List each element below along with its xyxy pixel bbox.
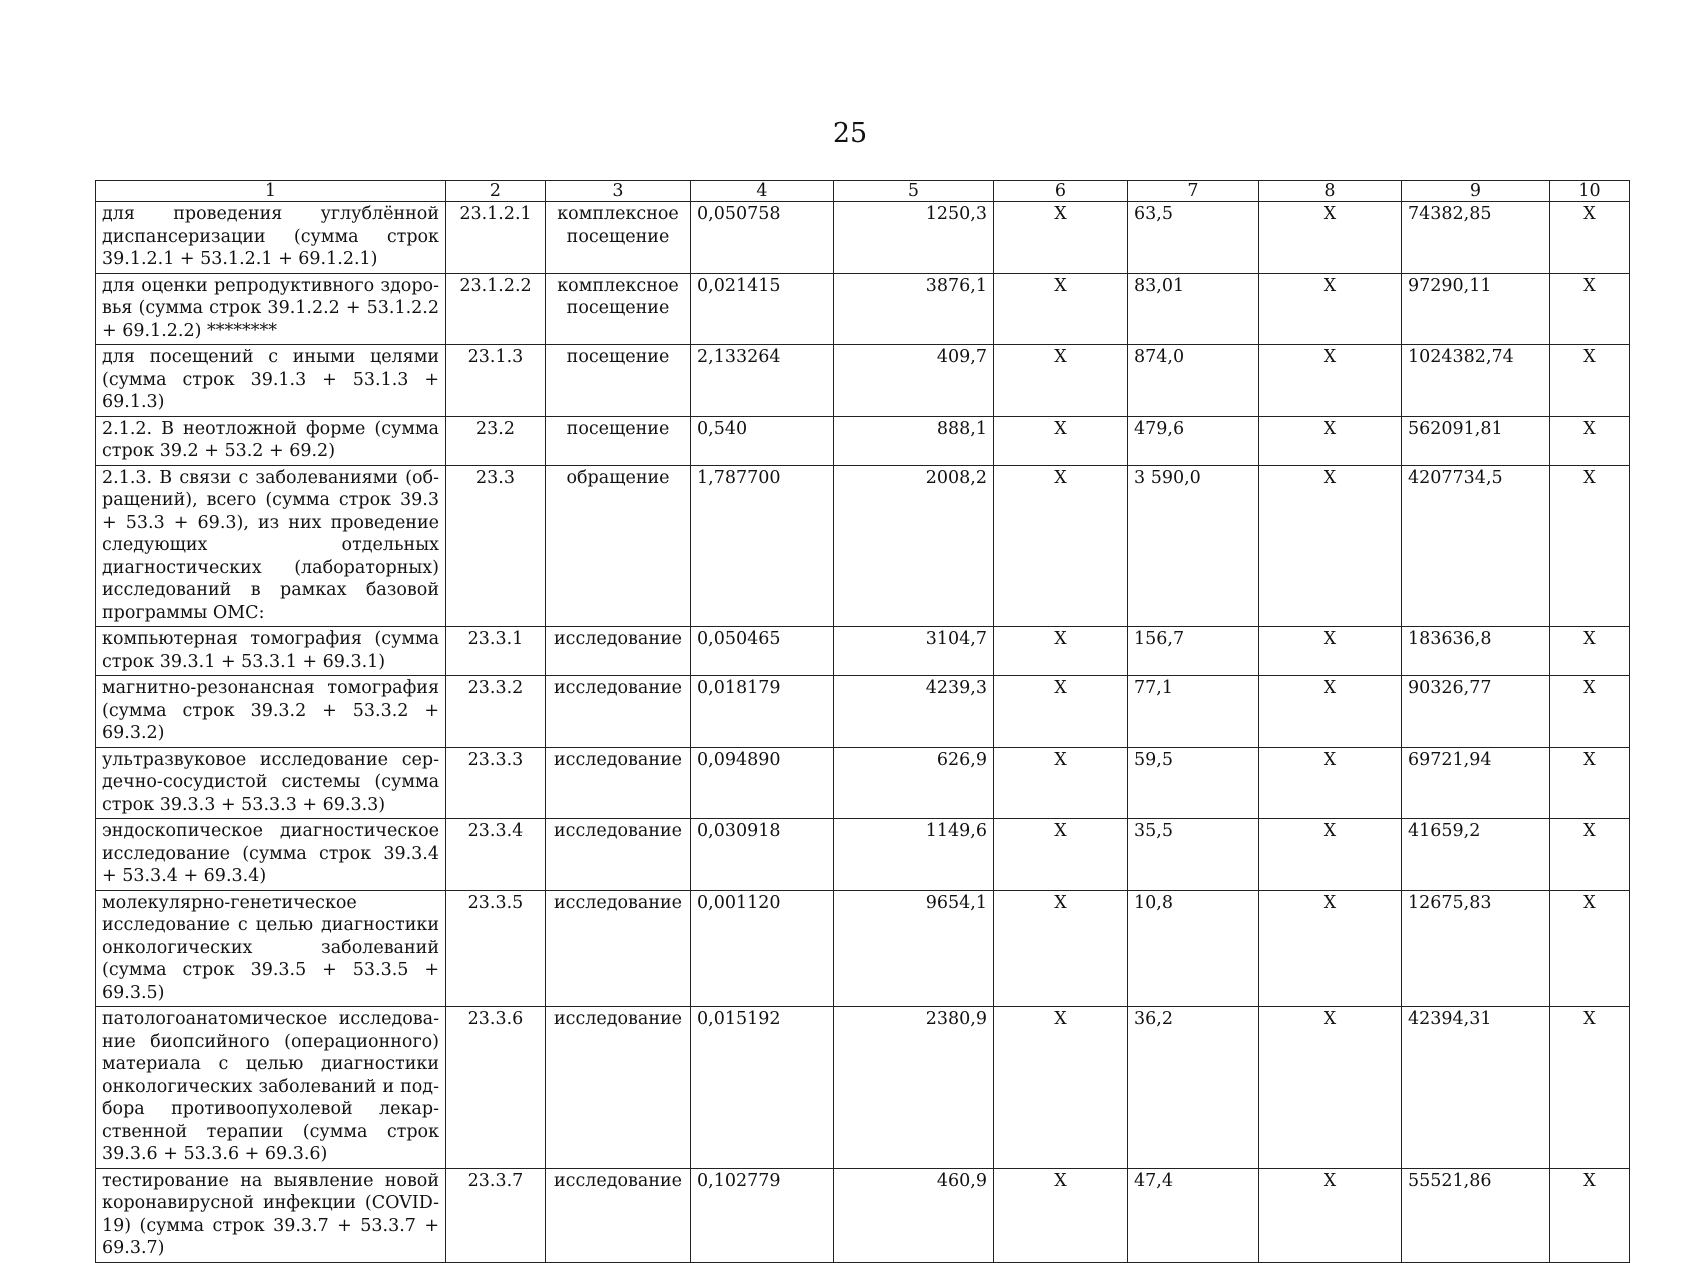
row-col-5: 4239,3 bbox=[834, 676, 994, 748]
row-col-8: X bbox=[1259, 1168, 1402, 1262]
row-col-9: 42394,31 bbox=[1402, 1007, 1550, 1169]
row-col-4: 1,787700 bbox=[691, 465, 834, 627]
row-code: 23.3.5 bbox=[446, 890, 546, 1007]
table-row bbox=[96, 890, 1630, 1007]
row-col-10: X bbox=[1550, 465, 1630, 627]
row-col-5: 409,7 bbox=[834, 345, 994, 417]
row-col-4: 0,050758 bbox=[691, 202, 834, 274]
row-col-9: 12675,83 bbox=[1402, 890, 1550, 1007]
column-header-7: 7 bbox=[1128, 181, 1259, 202]
row-col-8: X bbox=[1259, 202, 1402, 274]
row-unit: исследование bbox=[546, 1168, 691, 1262]
row-col-9: 4207734,5 bbox=[1402, 465, 1550, 627]
row-col-6: X bbox=[994, 1007, 1128, 1169]
row-col-8: X bbox=[1259, 890, 1402, 1007]
row-col-10: X bbox=[1550, 676, 1630, 748]
row-col-10: X bbox=[1550, 1007, 1630, 1169]
table-row bbox=[96, 676, 1630, 748]
row-col-10: X bbox=[1550, 819, 1630, 891]
row-col-6: X bbox=[994, 465, 1128, 627]
row-col-6: X bbox=[994, 273, 1128, 345]
column-header-2: 2 bbox=[446, 181, 546, 202]
row-col-7: 35,5 bbox=[1128, 819, 1259, 891]
row-code: 23.1.3 bbox=[446, 345, 546, 417]
row-col-4: 0,094890 bbox=[691, 747, 834, 819]
row-description: для оценки репродуктивного здоровья (сумма строк 39.1.2.2 + 53.1.2.2 + 69.1.2.2) ******** bbox=[96, 273, 446, 345]
row-col-4: 2,133264 bbox=[691, 345, 834, 417]
row-col-6: X bbox=[994, 202, 1128, 274]
row-code: 23.3.3 bbox=[446, 747, 546, 819]
row-description: магнитно-резонансная томография (сумма строк 39.3.2 + 53.3.2 + 69.3.2) bbox=[96, 676, 446, 748]
row-code: 23.2 bbox=[446, 416, 546, 465]
row-code: 23.3.6 bbox=[446, 1007, 546, 1169]
row-col-7: 874,0 bbox=[1128, 345, 1259, 417]
row-col-6: X bbox=[994, 627, 1128, 676]
row-col-9: 1024382,74 bbox=[1402, 345, 1550, 417]
row-col-8: X bbox=[1259, 676, 1402, 748]
row-col-5: 3104,7 bbox=[834, 627, 994, 676]
data-table bbox=[95, 180, 1630, 1263]
row-col-6: X bbox=[994, 819, 1128, 891]
table-row bbox=[96, 747, 1630, 819]
row-col-9: 562091,81 bbox=[1402, 416, 1550, 465]
row-col-5: 626,9 bbox=[834, 747, 994, 819]
column-header-3: 3 bbox=[546, 181, 691, 202]
row-unit: исследование bbox=[546, 676, 691, 748]
row-description: тестирование на выявление новой коронавирусной инфекции (COVID-19) (сумма строк 39.3.7 + 53.3.7 + 69.3.7) bbox=[96, 1168, 446, 1262]
row-col-10: X bbox=[1550, 1168, 1630, 1262]
row-col-4: 0,540 bbox=[691, 416, 834, 465]
row-unit: обращение bbox=[546, 465, 691, 627]
row-code: 23.3.2 bbox=[446, 676, 546, 748]
row-col-4: 0,021415 bbox=[691, 273, 834, 345]
row-col-5: 9654,1 bbox=[834, 890, 994, 1007]
row-col-5: 1149,6 bbox=[834, 819, 994, 891]
row-col-7: 47,4 bbox=[1128, 1168, 1259, 1262]
row-col-5: 460,9 bbox=[834, 1168, 994, 1262]
row-col-10: X bbox=[1550, 202, 1630, 274]
column-header-1: 1 bbox=[96, 181, 446, 202]
row-col-10: X bbox=[1550, 627, 1630, 676]
row-col-7: 63,5 bbox=[1128, 202, 1259, 274]
row-col-4: 0,030918 bbox=[691, 819, 834, 891]
table-row bbox=[96, 273, 1630, 345]
row-col-10: X bbox=[1550, 345, 1630, 417]
row-col-8: X bbox=[1259, 345, 1402, 417]
row-col-9: 90326,77 bbox=[1402, 676, 1550, 748]
row-col-10: X bbox=[1550, 416, 1630, 465]
row-description: ультразвуковое исследование сердечно-сосудистой системы (сумма строк 39.3.3 + 53.3.3 + 69.3.3) bbox=[96, 747, 446, 819]
row-col-6: X bbox=[994, 1168, 1128, 1262]
row-col-7: 479,6 bbox=[1128, 416, 1259, 465]
row-col-7: 3 590,0 bbox=[1128, 465, 1259, 627]
row-unit: комплексное посещение bbox=[546, 202, 691, 274]
table-row bbox=[96, 627, 1630, 676]
column-header-5: 5 bbox=[834, 181, 994, 202]
row-col-5: 1250,3 bbox=[834, 202, 994, 274]
table-row bbox=[96, 1007, 1630, 1169]
column-header-9: 9 bbox=[1402, 181, 1550, 202]
row-col-6: X bbox=[994, 676, 1128, 748]
row-unit: исследование bbox=[546, 627, 691, 676]
row-col-7: 36,2 bbox=[1128, 1007, 1259, 1169]
row-col-10: X bbox=[1550, 273, 1630, 345]
row-col-5: 2008,2 bbox=[834, 465, 994, 627]
column-header-4: 4 bbox=[691, 181, 834, 202]
column-header-8: 8 bbox=[1259, 181, 1402, 202]
row-col-8: X bbox=[1259, 1007, 1402, 1169]
row-col-8: X bbox=[1259, 627, 1402, 676]
column-header-row bbox=[96, 181, 1630, 202]
row-col-4: 0,102779 bbox=[691, 1168, 834, 1262]
row-unit: посещение bbox=[546, 416, 691, 465]
row-col-7: 156,7 bbox=[1128, 627, 1259, 676]
row-col-9: 69721,94 bbox=[1402, 747, 1550, 819]
table-row bbox=[96, 345, 1630, 417]
table-row bbox=[96, 465, 1630, 627]
row-code: 23.3.7 bbox=[446, 1168, 546, 1262]
table-row bbox=[96, 819, 1630, 891]
row-col-9: 97290,11 bbox=[1402, 273, 1550, 345]
row-col-8: X bbox=[1259, 819, 1402, 891]
row-col-8: X bbox=[1259, 747, 1402, 819]
row-col-8: X bbox=[1259, 273, 1402, 345]
table-row bbox=[96, 416, 1630, 465]
page-number: 25 bbox=[832, 118, 868, 149]
row-col-9: 41659,2 bbox=[1402, 819, 1550, 891]
row-description: для посещений с иными целями (сумма строк 39.1.3 + 53.1.3 + 69.1.3) bbox=[96, 345, 446, 417]
row-description: 2.1.2. В неотложной форме (сумма строк 39.2 + 53.2 + 69.2) bbox=[96, 416, 446, 465]
row-col-10: X bbox=[1550, 747, 1630, 819]
row-description: для проведения углублённой диспансеризации (сумма строк 39.1.2.1 + 53.1.2.1 + 69.1.2.1) bbox=[96, 202, 446, 274]
row-col-4: 0,001120 bbox=[691, 890, 834, 1007]
row-col-9: 74382,85 bbox=[1402, 202, 1550, 274]
row-col-8: X bbox=[1259, 416, 1402, 465]
row-col-7: 83,01 bbox=[1128, 273, 1259, 345]
column-header-6: 6 bbox=[994, 181, 1128, 202]
row-col-5: 3876,1 bbox=[834, 273, 994, 345]
row-col-4: 0,015192 bbox=[691, 1007, 834, 1169]
row-col-6: X bbox=[994, 345, 1128, 417]
row-code: 23.1.2.1 bbox=[446, 202, 546, 274]
row-unit: исследование bbox=[546, 1007, 691, 1169]
row-code: 23.3.4 bbox=[446, 819, 546, 891]
table-row bbox=[96, 1168, 1630, 1262]
row-col-9: 55521,86 bbox=[1402, 1168, 1550, 1262]
row-code: 23.1.2.2 bbox=[446, 273, 546, 345]
row-description: патологоанатомическое исследование биопсийного (операционного) материала с целью диагностики онкологических заболеваний и подбора противоопухолевой лекарственной терапии (сумма строк 39.3.6 + 53.3.6 + 69.3.6) bbox=[96, 1007, 446, 1169]
row-col-9: 183636,8 bbox=[1402, 627, 1550, 676]
row-unit: посещение bbox=[546, 345, 691, 417]
row-code: 23.3 bbox=[446, 465, 546, 627]
row-description: молекулярно-генетическое исследование с целью диагностики онкологических заболеваний (сумма строк 39.3.5 + 53.3.5 + 69.3.5) bbox=[96, 890, 446, 1007]
row-col-4: 0,050465 bbox=[691, 627, 834, 676]
row-col-6: X bbox=[994, 416, 1128, 465]
row-code: 23.3.1 bbox=[446, 627, 546, 676]
row-col-7: 10,8 bbox=[1128, 890, 1259, 1007]
row-col-8: X bbox=[1259, 465, 1402, 627]
row-col-4: 0,018179 bbox=[691, 676, 834, 748]
row-unit: исследование bbox=[546, 747, 691, 819]
row-unit: комплексное посещение bbox=[546, 273, 691, 345]
row-col-7: 59,5 bbox=[1128, 747, 1259, 819]
row-col-7: 77,1 bbox=[1128, 676, 1259, 748]
column-header-10: 10 bbox=[1550, 181, 1630, 202]
row-col-5: 888,1 bbox=[834, 416, 994, 465]
row-unit: исследование bbox=[546, 890, 691, 1007]
row-description: 2.1.3. В связи с заболеваниями (обращений), всего (сумма строк 39.3 + 53.3 + 69.3), из них проведение следующих отдельных диагностических (лабораторных) исследований в рамках базовой программы ОМС: bbox=[96, 465, 446, 627]
row-description: эндоскопическое диагностическое исследование (сумма строк 39.3.4 + 53.3.4 + 69.3.4) bbox=[96, 819, 446, 891]
row-col-6: X bbox=[994, 747, 1128, 819]
table-row bbox=[96, 202, 1630, 274]
row-description: компьютерная томография (сумма строк 39.3.1 + 53.3.1 + 69.3.1) bbox=[96, 627, 446, 676]
row-unit: исследование bbox=[546, 819, 691, 891]
row-col-10: X bbox=[1550, 890, 1630, 1007]
row-col-5: 2380,9 bbox=[834, 1007, 994, 1169]
row-col-6: X bbox=[994, 890, 1128, 1007]
